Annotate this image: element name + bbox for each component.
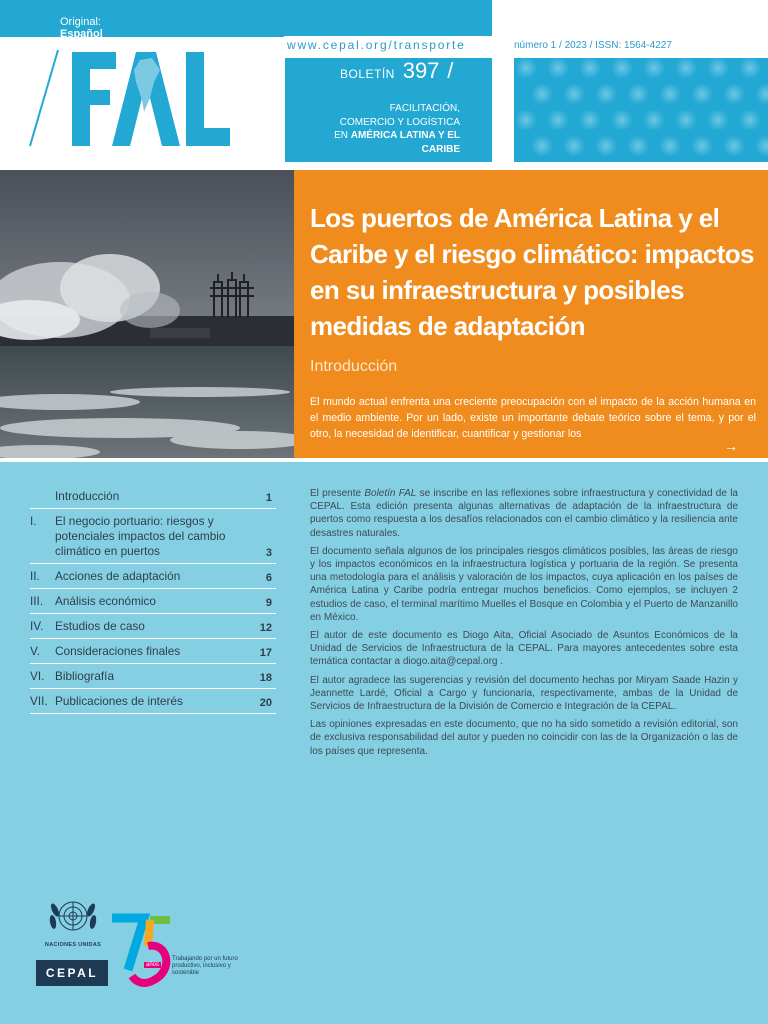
p1-start: El presente [310,488,365,499]
dot-pattern [514,58,768,162]
toc-number: VI. [30,669,45,683]
toc-row-6[interactable] [30,664,276,689]
original-language-tag [0,11,140,40]
toc-page: 12 [259,622,272,634]
toc-page: 9 [265,597,272,609]
bulletin-subtitle [300,102,460,156]
toc-title: Consideraciones finales [55,644,181,658]
toc-number [30,489,55,504]
toc-row-4[interactable] [30,614,276,639]
original-label: Original: [60,16,101,28]
toc-title: Bibliografía [55,669,115,683]
slash-glyph: / [447,58,454,83]
bulletin-label: BOLETÍN [340,67,395,81]
toc-row-3[interactable] [30,589,276,614]
body-text [310,487,738,763]
original-language: Español [60,28,103,40]
arrow-right-icon[interactable]: → [724,438,738,454]
toc-title: Introducción [55,489,120,503]
dot-pattern-graphic [514,58,768,162]
paragraph-3: El autor de este documento es Diogo Aita, Oficial Asociado de Asuntos Económicos de la Unidad de Servicios de Infraestructura de la CEPAL. Para mayores antecedentes sobre esta temática contactar a diogo.aita@cepal.org . [310,630,738,668]
toc-number: IV. [30,619,44,633]
table-of-contents [30,484,276,714]
toc-row-intro[interactable] [30,484,276,509]
fal-logo [28,42,248,162]
intro-heading: Introducción [310,358,398,375]
subtitle-line-2: COMERCIO Y LOGÍSTICA [339,116,460,128]
toc-title: Publicaciones de interés [55,694,183,708]
paragraph-4: El autor agradece las sugerencias y revisión del documento hechas por Miryam Saade Hazin y Jeannette Lardé, Oficial a Cargo y funcionaria, respectivamente, ambas de la Unidad de Servicios de Infraestructura de la División de Comercio e Integración de la CEPAL. [310,674,738,713]
toc-title: Acciones de adaptación [55,569,181,583]
toc-page: 17 [259,647,272,659]
p1-rest: se inscribe en las reflexiones sobre infraestructura y conectividad de la CEPAL. Esta edición presenta algunas alternativas de adaptación de la infraestructura de puertos como respuesta a los desafíos relacionados con el cambio climático y la resiliencia ante desastres naturales. [310,488,738,539]
paragraph-2: El documento señala algunos de los principales riesgos climáticos posibles, las áreas de riesgo y los impactos económicos en la infraestructura logística y portuaria de la región. Se presenta una metodología para el análisis y valoración de los impactos, cuya aplicación en los países de América Latina y Caribe podría entregar muchos beneficios. Como ejemplos, se incluyen 2 estudios de caso, el terminal marítimo Muelles el Bosque en Colombia y el Puerto de Manzanillo en México. [310,545,738,623]
toc-page: 20 [259,697,272,709]
intro-text: El mundo actual enfrenta una creciente preocupación con el impacto de la acción humana en el medio ambiente. Por un lado, existe un importante debate teórico sobre el tema, y por el otro, la necesidad de identificar, cuantificar y gestionar los [310,396,756,440]
toc-row-2[interactable] [30,564,276,589]
toc-number: VII. [30,694,48,708]
website-url[interactable]: www.cepal.org/transporte [287,38,466,52]
toc-number: V. [30,644,41,658]
toc-row-7[interactable] [30,689,276,714]
toc-page: 1 [265,492,272,504]
anniversary-motto: Trabajando por un futuro productivo, inclusivo y sostenible [172,956,238,976]
p1-italic: Boletín FAL [364,488,417,499]
toc-number: II. [30,569,40,583]
cepal-logo: CEPAL [36,960,108,986]
anniversary-number: 75 [120,990,122,991]
bulletin-number [340,58,453,84]
anniversary-unit: años [146,962,160,968]
issue-info: número 1 / 2023 / ISSN: 1564-4227 [514,40,672,51]
subtitle-line-1: FACILITACIÓN, [389,103,460,114]
un-label: NACIONES UNIDAS [44,942,102,948]
toc-title: Estudios de caso [55,619,145,633]
paragraph-5: Las opiniones expresadas en este documento, que no ha sido sometido a revisión editorial, son de exclusiva responsabilidad del autor y pueden no coincidir con las de la Organización o las de los países que representa. [310,719,738,757]
hero-photo [0,170,294,458]
toc-title: El negocio portuario: riesgos y potenciales impactos del cambio climático en puertos [55,514,226,558]
subtitle-line-3 [300,129,460,156]
toc-page: 6 [265,572,272,584]
paragraph-1 [310,487,738,540]
toc-row-1[interactable] [30,509,276,564]
title-panel [294,170,768,458]
toc-number: III. [30,594,44,608]
subtitle-prefix: EN [334,130,351,141]
subtitle-region: AMÉRICA LATINA Y EL CARIBE [350,130,460,155]
port-storm-photo [0,170,294,458]
bulletin-issue-number: 397 [402,58,440,83]
toc-number: I. [30,514,37,528]
toc-page: 18 [259,672,272,684]
toc-title: Análisis económico [55,594,156,608]
anniversary-75-logo [110,910,174,992]
toc-row-5[interactable] [30,639,276,664]
logo-text: FAL [138,142,140,143]
toc-page: 3 [265,547,272,559]
page-title: Los puertos de América Latina y el Caribe y el riesgo climático: impactos en su infraestructura y posibles medidas de adaptación [310,203,754,341]
divider [0,458,768,462]
